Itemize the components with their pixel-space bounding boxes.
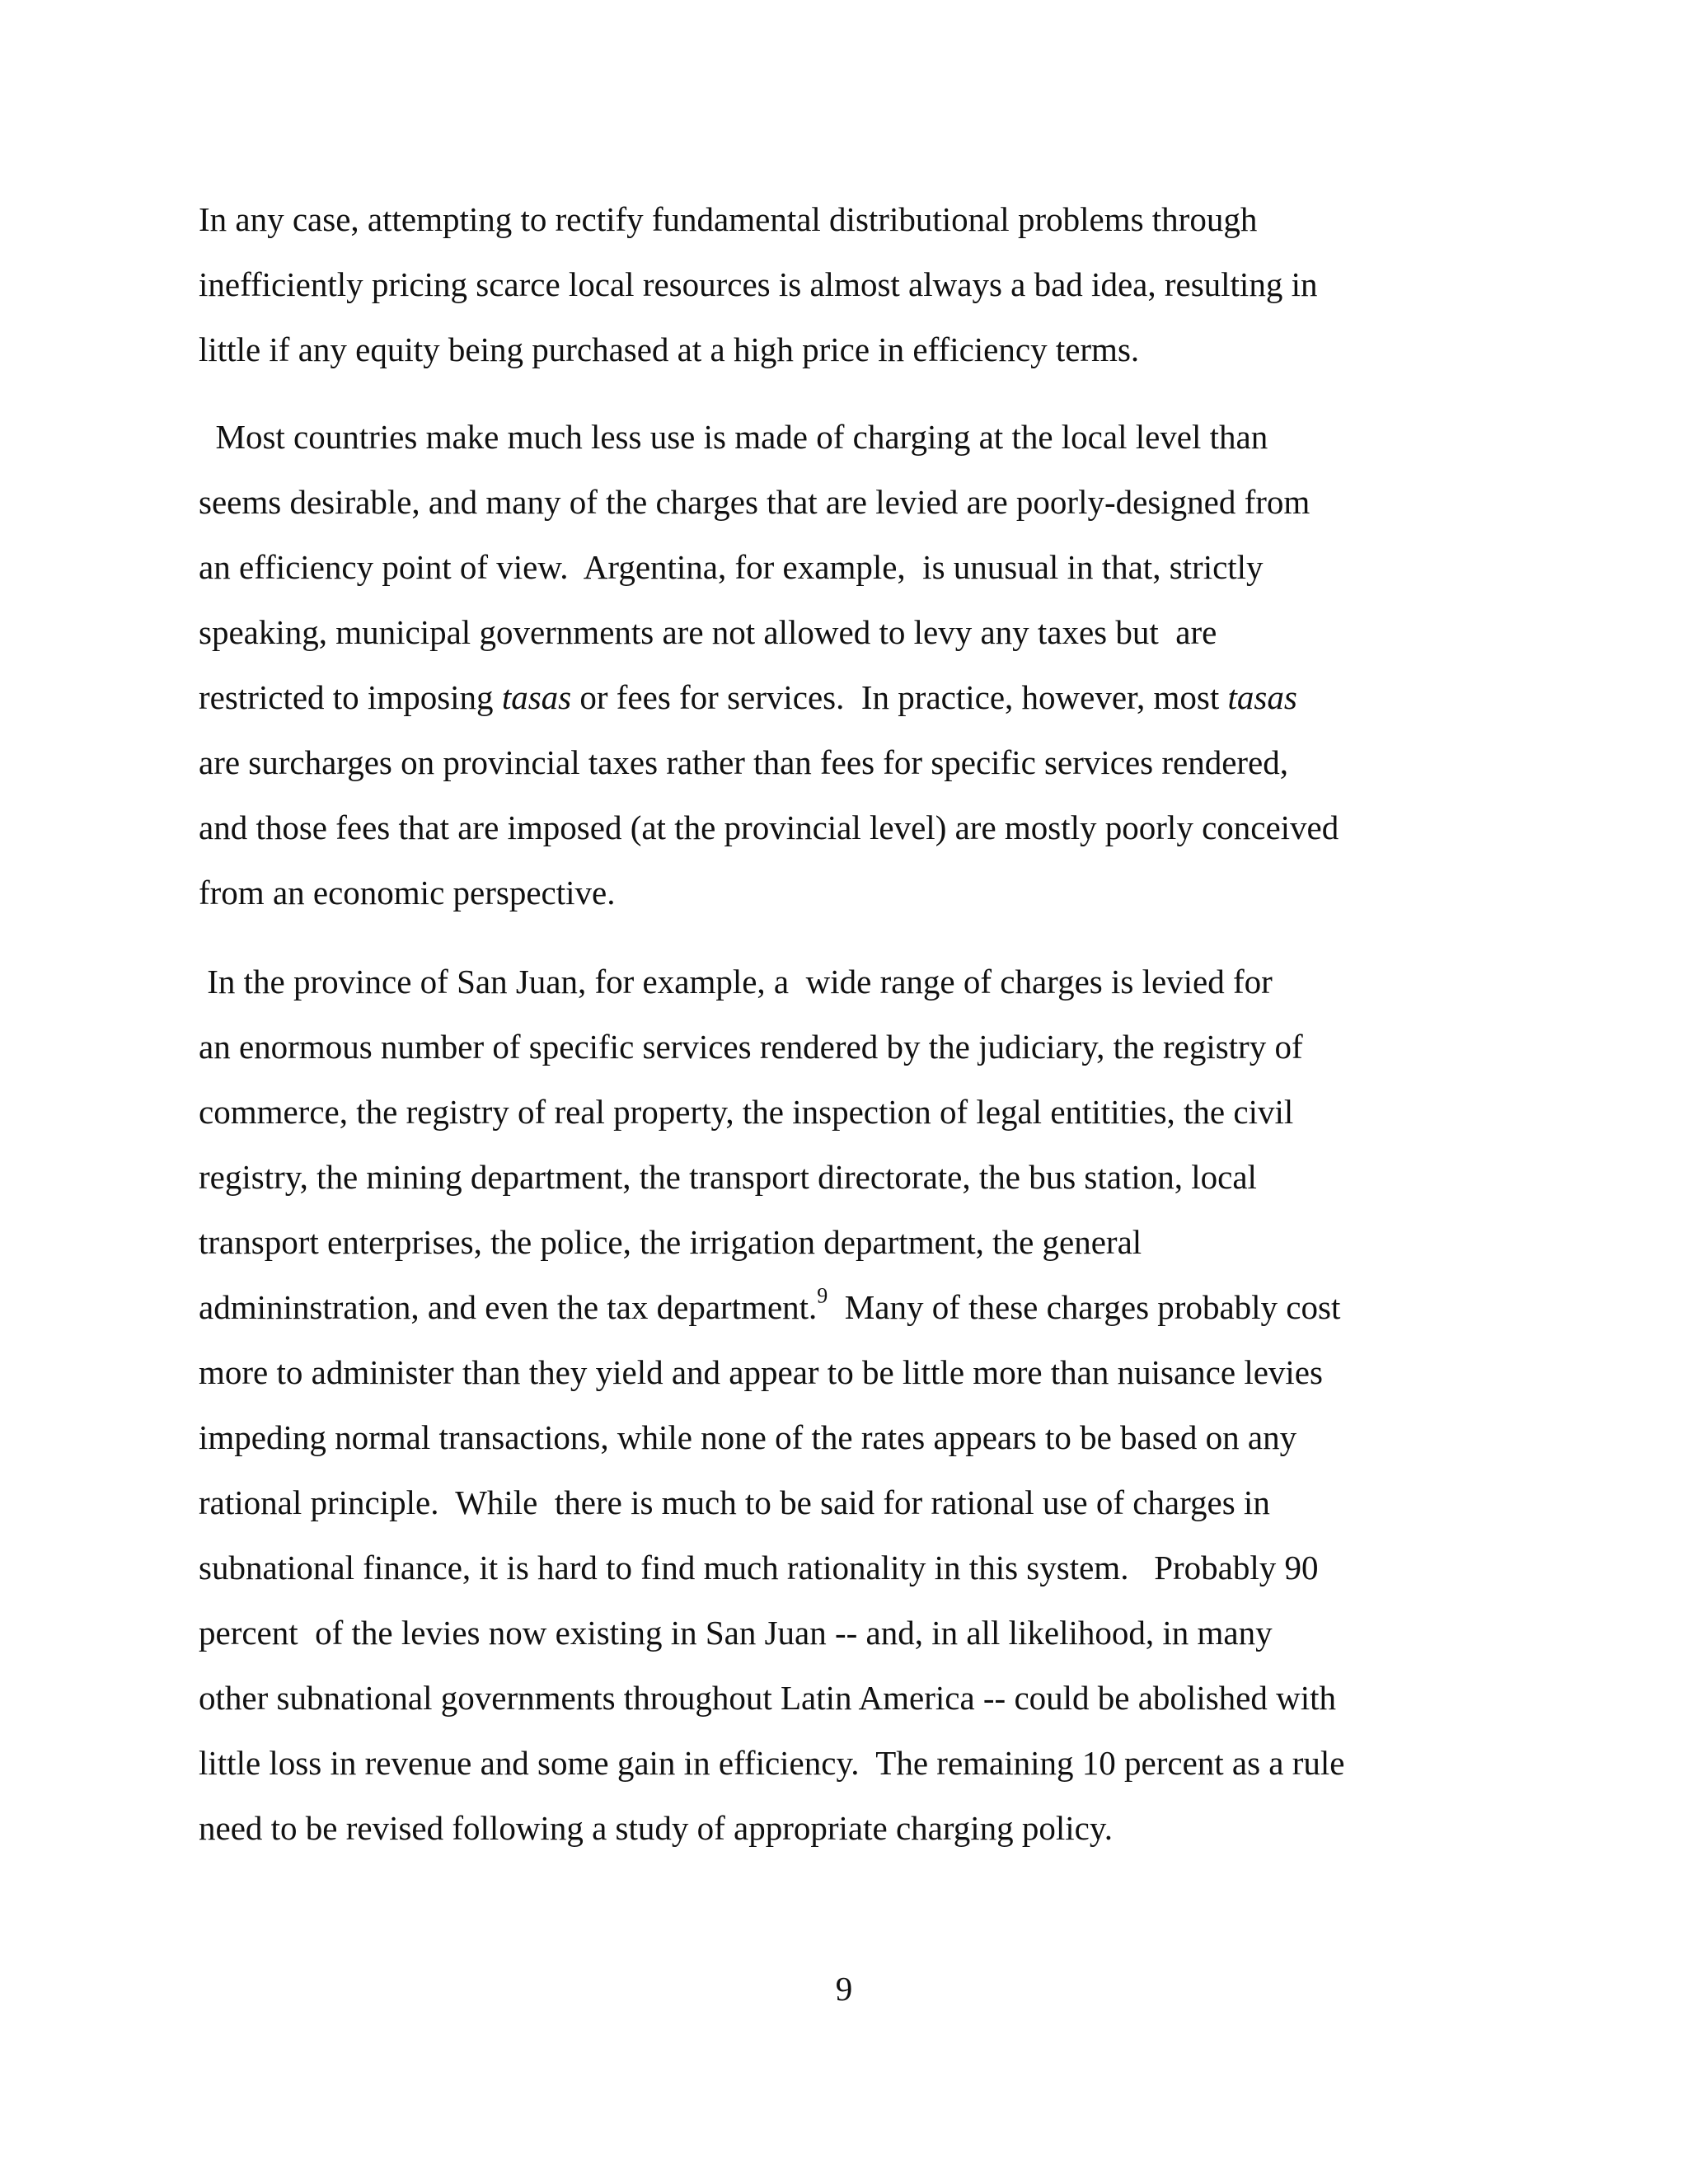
text-line: subnational finance, it is hard to find much rationality in this system. Probably 90 <box>199 1549 1319 1586</box>
text-line: registry, the mining department, the transport directorate, the bus station, local <box>199 1158 1257 1196</box>
text-line: other subnational governments throughout Latin America -- could be abolished with <box>199 1679 1337 1717</box>
text-line <box>199 1275 1517 1340</box>
text-line <box>199 665 1517 730</box>
text-line: little if any equity being purchased at a high price in efficiency terms. <box>199 330 1140 368</box>
text-line: percent of the levies now existing in San Juan -- and, in all likelihood, in many <box>199 1614 1273 1652</box>
text-line: speaking, municipal governments are not allowed to levy any taxes but are <box>199 613 1217 651</box>
text-line: need to be revised following a study of appropriate charging policy. <box>199 1809 1113 1847</box>
page-number: 9 <box>835 1970 853 2008</box>
text-line: transport enterprises, the police, the irrigation department, the general <box>199 1223 1142 1261</box>
text-line: Most countries make much less use is made of charging at the local level than <box>199 418 1268 456</box>
text-segment: restricted to imposing <box>199 678 502 716</box>
text-line: more to administer than they yield and appear to be little more than nuisance levies <box>199 1353 1323 1391</box>
paragraph-3 <box>199 949 1517 1861</box>
paragraph-2 <box>199 405 1517 926</box>
text-line: commerce, the registry of real property, the inspection of legal entitities, the civil <box>199 1093 1294 1131</box>
text-line: In the province of San Juan, for example, a wide range of charges is levied for <box>199 963 1273 1001</box>
text-line: from an economic perspective. <box>199 874 616 912</box>
text-line: an enormous number of specific services rendered by the judiciary, the registry of <box>199 1028 1303 1066</box>
text-line: impeding normal transactions, while none of the rates appears to be based on any <box>199 1418 1297 1456</box>
text-segment: or fees for services. In practice, however, most <box>571 678 1228 716</box>
text-line: rational principle. While there is much to be said for rational use of charges in <box>199 1483 1270 1521</box>
text-line: In any case, attempting to rectify fundamental distributional problems through <box>199 200 1258 238</box>
footnote-reference[interactable]: 9 <box>817 1283 828 1308</box>
paragraph-1 <box>199 187 1517 382</box>
italic-term: tasas <box>1227 678 1297 716</box>
italic-term: tasas <box>501 678 572 716</box>
text-line: inefficiently pricing scarce local resources is almost always a bad idea, resulting in <box>199 265 1318 303</box>
text-segment: Many of these charges probably cost <box>828 1288 1341 1326</box>
text-line: little loss in revenue and some gain in efficiency. The remaining 10 percent as a rule <box>199 1744 1345 1782</box>
text-line: an efficiency point of view. Argentina, for example, is unusual in that, strictly <box>199 548 1264 586</box>
text-segment: admininstration, and even the tax department. <box>199 1288 818 1326</box>
text-line: seems desirable, and many of the charges that are levied are poorly-designed from <box>199 483 1311 521</box>
text-line: are surcharges on provincial taxes rather than fees for specific services rendered, <box>199 743 1289 781</box>
text-line: and those fees that are imposed (at the provincial level) are mostly poorly conceived <box>199 808 1339 846</box>
